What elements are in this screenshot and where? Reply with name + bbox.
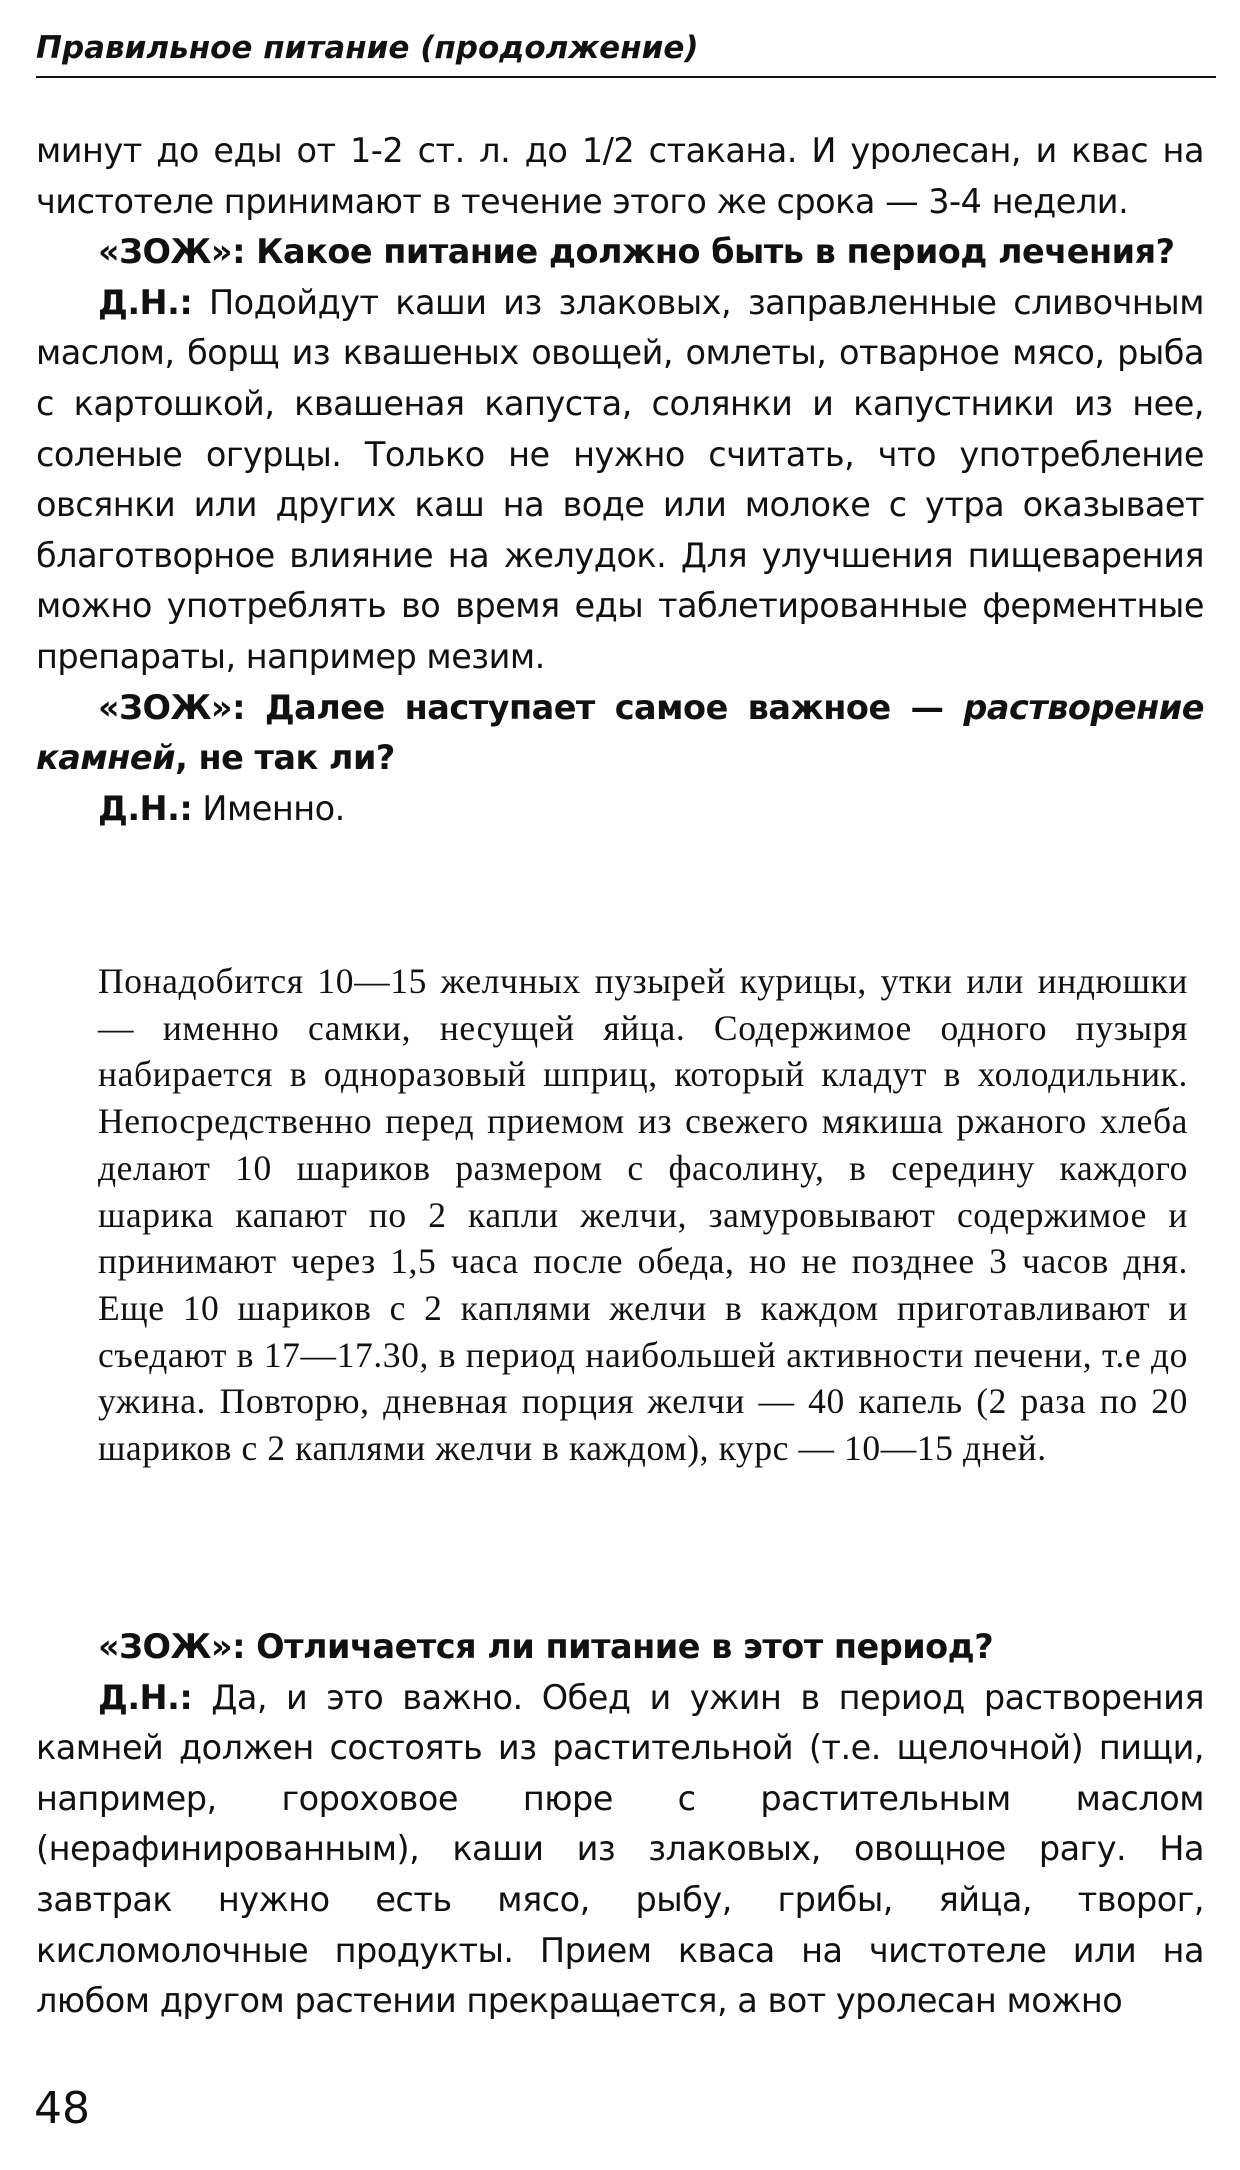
running-head: Правильное питание (продолжение) bbox=[36, 30, 699, 66]
question-dissolving-stones bbox=[36, 683, 1204, 784]
answer-speaker-label: Д.Н.: bbox=[98, 1677, 193, 1717]
answer-speaker-label: Д.Н.: bbox=[98, 282, 193, 322]
recipe-block: Понадобится 10—15 желчных пузырей курицы, утки или индюшки — именно самки, несущей яйца. Содержимое одного пузыря набирается в одноразовый шприц, который кладут в холодильник. Непосредственно перед приемом из свежего мякиша ржаного хлеба делают 10 шариков размером с фасолину, в середину каждого шарика капают по 2 капли желчи, замуровывают содержимое и принимают через 1,5 часа после обеда, но не позднее 3 часов дня. Еще 10 шариков с 2 каплями желчи в каждом приготавливают и съедают в 17—17.30, в период наибольшей активности печени, т.е до ужина. Повторю, дневная порция желчи — 40 капель (2 раза по 20 шариков с 2 каплями желчи в каждом), курс — 10—15 дней. bbox=[98, 961, 1188, 1469]
paragraph-continuation: минут до еды от 1-2 ст. л. до 1/2 стакана. И уролесан, и квас на чистотеле принимают в течение этого же срока — 3-4 недели. bbox=[36, 131, 1204, 221]
interview-text-lower bbox=[36, 1622, 1204, 2027]
answer-speaker-label: Д.Н.: bbox=[98, 788, 193, 828]
answer-dissolving-stones bbox=[36, 784, 1204, 835]
question-text-start: «ЗОЖ»: Далее наступает самое важное — bbox=[98, 687, 964, 727]
answer-text: Подойдут каши из злаковых, заправленные сливочным маслом, борщ из квашеных овощей, омлеты, отварное мясо, рыба с картошкой, квашеная капуста, солянки и капустники из нее, соленые огурцы. Только не нужно считать, что употребление овсянки или других каш на воде или молоке с утра оказывает благотворное влияние на желудок. Для улучшения пищеварения можно употреблять во время еды таблетированные ферментные препараты, например мезим. bbox=[36, 282, 1204, 676]
answer-nutrition-in-period bbox=[36, 1673, 1204, 2027]
interview-text-upper bbox=[36, 126, 1204, 834]
answer-nutrition-during-treatment bbox=[36, 278, 1204, 683]
question-nutrition-during-treatment: «ЗОЖ»: Какое питание должно быть в период лечения? bbox=[98, 232, 1175, 272]
question-text-end: , не так ли? bbox=[175, 738, 395, 778]
question-emphasis: растворение камней bbox=[36, 687, 1204, 778]
question-nutrition-in-period: «ЗОЖ»: Отличается ли питание в этот период? bbox=[98, 1627, 994, 1666]
answer-text: Именно. bbox=[192, 788, 345, 828]
header-rule bbox=[36, 76, 1216, 78]
page-number: 48 bbox=[34, 2083, 90, 2134]
answer-text: Да, и это важно. Обед и ужин в период растворения камней должен состоять из растительной (т.е. щелочной) пищи, например, гороховое пюре с растительным маслом (нерафинированным), каши из злаковых, овощное рагу. На завтрак нужно есть мясо, рыбу, грибы, яйца, творог, кисломолочные продукты. Прием кваса на чистотеле или на любом другом растении прекращается, а вот уролесан можно bbox=[36, 1677, 1204, 2021]
